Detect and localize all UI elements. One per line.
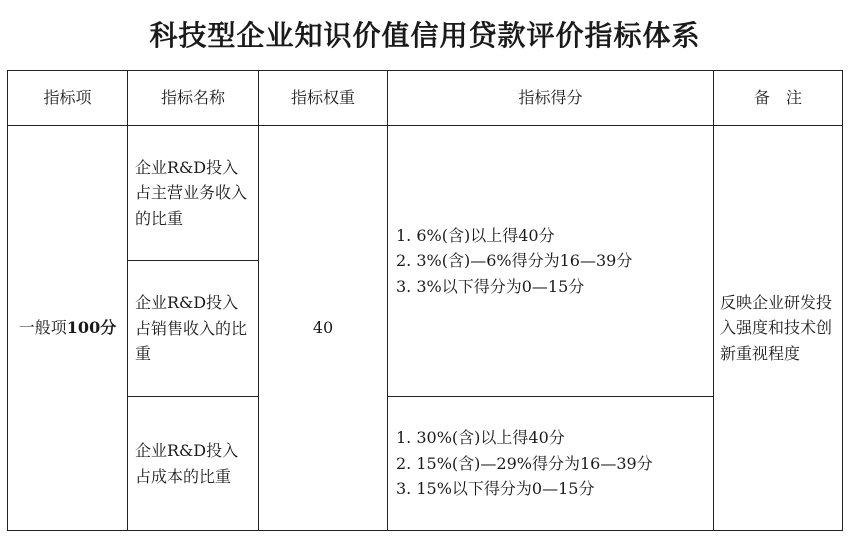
table-header-row: [8, 71, 843, 126]
score-rule: 2. 3%(含)—6%得分为16—39分: [396, 251, 633, 271]
score-list-1: [396, 223, 713, 300]
indicator-table: [7, 70, 843, 531]
item-score: 100分: [66, 318, 117, 338]
score-rule: 2. 15%(含)—29%得分为16—39分: [396, 453, 653, 473]
score-cell-1: [388, 126, 714, 397]
note-cell: 反映企业研发投入强度和技术创新重视程度: [714, 126, 843, 531]
header-note: 备 注: [714, 71, 843, 126]
item-cell: [8, 126, 128, 531]
score-rule: 3. 15%以下得分为0—15分: [396, 479, 595, 499]
header-name: 指标名称: [128, 71, 259, 126]
score-rule: 3. 3%以下得分为0—15分: [396, 276, 585, 296]
score-rule: 1. 6%(含)以上得40分: [396, 225, 555, 245]
table-row: [8, 126, 843, 261]
header-score: 指标得分: [388, 71, 714, 126]
header-item: 指标项: [8, 71, 128, 126]
weight-cell: 40: [259, 126, 388, 531]
score-rule: 1. 30%(含)以上得40分: [396, 428, 565, 448]
page-title: 科技型企业知识价值信用贷款评价指标体系: [149, 19, 701, 52]
header-weight: 指标权重: [259, 71, 388, 126]
indicator-name-3: 企业R&D投入占成本的比重: [128, 397, 259, 531]
indicator-name-1: 企业R&D投入占主营业务收入的比重: [128, 126, 259, 261]
item-label: 一般项: [18, 318, 67, 338]
score-cell-2: [388, 397, 714, 531]
indicator-name-2: 企业R&D投入占销售收入的比重: [128, 261, 259, 397]
score-list-2: [396, 425, 713, 502]
